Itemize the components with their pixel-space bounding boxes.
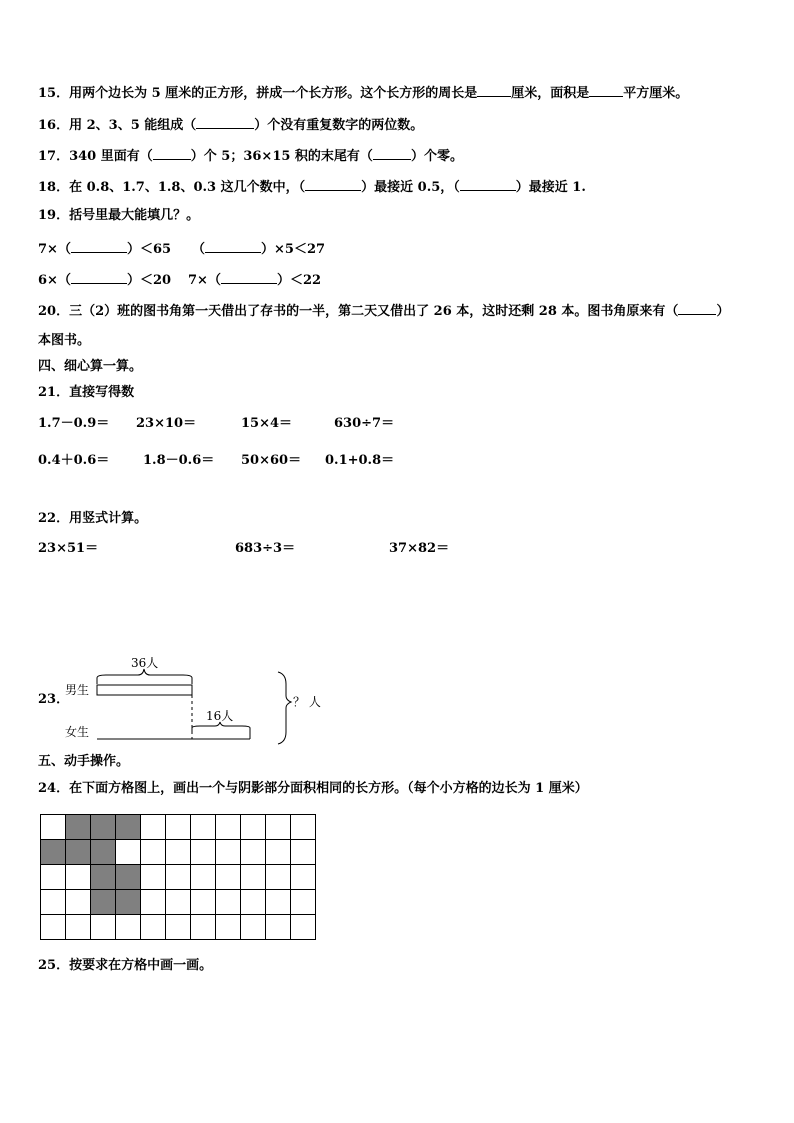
grid-cell[interactable] <box>41 890 66 915</box>
calc-item: 23×10＝ <box>136 416 197 431</box>
question-17: 17．340 里面有（ ）个 5；36×15 积的末尾有（ ）个零。 <box>38 149 463 164</box>
shaded-grid-cell[interactable] <box>91 890 116 915</box>
grid-cell[interactable] <box>266 865 291 890</box>
answer-blank[interactable] <box>589 84 623 97</box>
grid-cell[interactable] <box>66 890 91 915</box>
grid-cell[interactable] <box>166 865 191 890</box>
calc-item: 0.1+0.8＝ <box>325 453 395 468</box>
line-segment-diagram <box>60 650 340 750</box>
vertical-calc-item: 683÷3＝ <box>235 541 296 556</box>
grid-cell[interactable] <box>41 865 66 890</box>
q19-row2-right: 7×（ ）＜22 <box>188 273 322 288</box>
difference-brace <box>192 722 250 732</box>
vertical-calc-item: 37×82＝ <box>389 541 450 556</box>
calc-item: 630÷7＝ <box>334 416 395 431</box>
question-20: 20．三（2）班的图书角第一天借出了存书的一半，第二天又借出了 26 本，这时还剩 28 本。图书角原来有（ ） <box>38 304 730 319</box>
grid-cell[interactable] <box>66 865 91 890</box>
shaded-grid-cell[interactable] <box>66 840 91 865</box>
answer-blank[interactable] <box>678 302 716 315</box>
grid-cell[interactable] <box>291 815 316 840</box>
q19-row1-right: （ ）×5＜27 <box>192 242 326 257</box>
boys-brace <box>97 669 192 684</box>
grid-cell[interactable] <box>41 915 66 940</box>
question-25: 25．按要求在方格中画一画。 <box>38 958 213 973</box>
grid-cell[interactable] <box>266 915 291 940</box>
grid-cell[interactable] <box>241 865 266 890</box>
question-number: 15． <box>38 86 70 101</box>
answer-blank[interactable] <box>205 240 261 253</box>
shaded-grid-cell[interactable] <box>41 840 66 865</box>
answer-blank[interactable] <box>153 147 191 160</box>
question-number: 22． <box>38 511 70 526</box>
question-number: 17． <box>38 149 70 164</box>
grid-cell[interactable] <box>166 815 191 840</box>
shaded-grid-cell[interactable] <box>116 890 141 915</box>
grid-cell[interactable] <box>141 915 166 940</box>
grid-cell[interactable] <box>191 915 216 940</box>
question-24: 24．在下面方格图上，画出一个与阴影部分面积相同的长方形。（每个小方格的边长为 1 厘米） <box>38 781 588 796</box>
girls-label: 女生 <box>65 725 90 739</box>
grid-cell[interactable] <box>241 840 266 865</box>
grid-cell[interactable] <box>266 890 291 915</box>
square-grid[interactable] <box>40 814 318 944</box>
answer-blank[interactable] <box>221 271 277 284</box>
section-4-heading: 四、细心算一算。 <box>38 359 143 374</box>
answer-blank[interactable] <box>477 84 511 97</box>
grid-cell[interactable] <box>191 840 216 865</box>
grid-cell[interactable] <box>41 815 66 840</box>
grid-cell[interactable] <box>291 890 316 915</box>
answer-blank[interactable] <box>305 178 361 191</box>
grid-cell[interactable] <box>241 815 266 840</box>
shaded-grid-cell[interactable] <box>91 840 116 865</box>
grid-cell[interactable] <box>141 890 166 915</box>
grid-cell[interactable] <box>191 815 216 840</box>
grid-cell[interactable] <box>66 915 91 940</box>
grid-cell[interactable] <box>291 865 316 890</box>
q19-row1-left: 7×（ ）＜65 <box>38 242 172 257</box>
grid-cell[interactable] <box>216 865 241 890</box>
grid-cell[interactable] <box>166 840 191 865</box>
grid-cell[interactable] <box>141 815 166 840</box>
grid-cell[interactable] <box>141 840 166 865</box>
answer-blank[interactable] <box>71 240 127 253</box>
boys-bar <box>97 685 192 695</box>
grid-cell[interactable] <box>241 915 266 940</box>
calc-item: 15×4＝ <box>241 416 293 431</box>
grid-cell[interactable] <box>166 890 191 915</box>
question-16: 16．用 2、3、5 能组成（ ）个没有重复数字的两位数。 <box>38 118 424 133</box>
grid-cell[interactable] <box>216 915 241 940</box>
difference-label: 16人 <box>206 709 234 723</box>
grid-cell[interactable] <box>116 915 141 940</box>
question-number: 20． <box>38 304 70 319</box>
grid-cell[interactable] <box>216 840 241 865</box>
answer-blank[interactable] <box>373 147 411 160</box>
grid-cell[interactable] <box>141 865 166 890</box>
question-mark-label: ？ 人 <box>293 695 321 709</box>
shaded-grid-cell[interactable] <box>116 815 141 840</box>
grid-cell[interactable] <box>91 915 116 940</box>
answer-blank[interactable] <box>460 178 516 191</box>
grid-cell[interactable] <box>266 815 291 840</box>
shaded-grid-cell[interactable] <box>91 865 116 890</box>
boys-count-label: 36人 <box>131 656 159 670</box>
grid-cell[interactable] <box>191 890 216 915</box>
grid-cell[interactable] <box>116 840 141 865</box>
question-number: 21． <box>38 385 70 400</box>
question-number: 24． <box>38 781 70 796</box>
total-brace <box>278 672 291 744</box>
question-15: 15．用两个边长为 5 厘米的正方形，拼成一个长方形。这个长方形的周长是 厘米，面积是 平方厘米。 <box>38 86 689 101</box>
question-18: 18．在 0.8、1.7、1.8、0.3 这几个数中，（ ）最接近 0.5，（ ）最接近 1. <box>38 180 586 195</box>
section-5-heading: 五、动手操作。 <box>38 754 130 769</box>
grid-cell[interactable] <box>216 815 241 840</box>
grid-cell[interactable] <box>216 890 241 915</box>
calc-item: 1.8－0.6＝ <box>143 453 215 468</box>
question-21: 21．直接写得数 <box>38 385 135 400</box>
grid-cell[interactable] <box>191 865 216 890</box>
calc-item: 50×60＝ <box>241 453 302 468</box>
question-number: 19． <box>38 208 70 223</box>
answer-blank[interactable] <box>196 116 254 129</box>
calc-item: 1.7－0.9＝ <box>38 416 110 431</box>
question-number: 16． <box>38 118 70 133</box>
shaded-grid-cell[interactable] <box>116 865 141 890</box>
question-22: 22．用竖式计算。 <box>38 511 148 526</box>
question-19: 19．括号里最大能填几？。 <box>38 208 200 223</box>
shaded-grid-cell[interactable] <box>91 815 116 840</box>
vertical-calc-item: 23×51＝ <box>38 541 99 556</box>
grid-cell[interactable] <box>241 890 266 915</box>
question-23-number: 23． <box>38 692 70 707</box>
answer-blank[interactable] <box>71 271 127 284</box>
question-number: 18． <box>38 180 70 195</box>
shaded-grid-cell[interactable] <box>66 815 91 840</box>
grid-cell[interactable] <box>291 915 316 940</box>
grid-cell[interactable] <box>291 840 316 865</box>
question-number: 25． <box>38 958 70 973</box>
q19-row2-left: 6×（ ）＜20 <box>38 273 172 288</box>
grid-cell[interactable] <box>266 840 291 865</box>
grid-cell[interactable] <box>166 915 191 940</box>
question-20-cont: 本图书。 <box>38 333 91 348</box>
boys-label: 男生 <box>65 683 90 697</box>
calc-item: 0.4＋0.6＝ <box>38 453 110 468</box>
